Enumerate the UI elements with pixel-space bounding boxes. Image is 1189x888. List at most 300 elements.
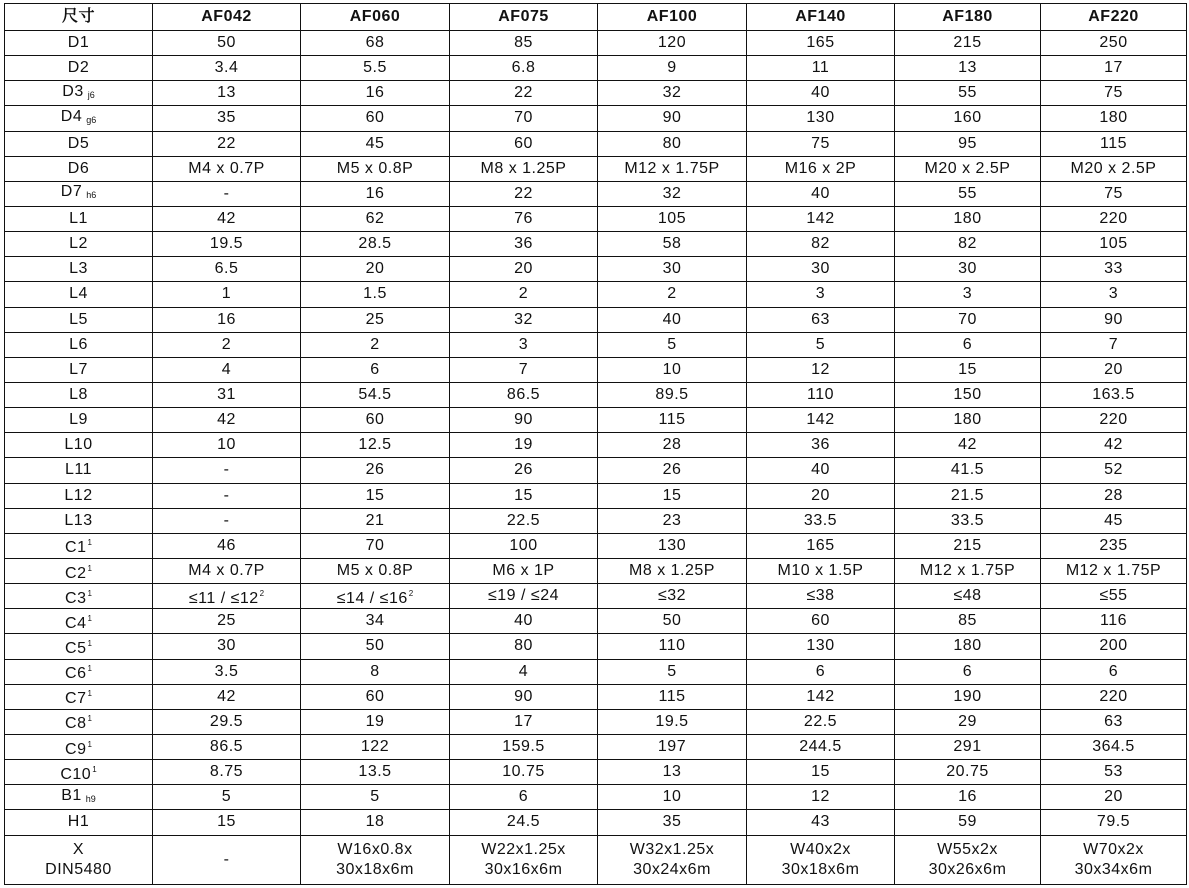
value-cell: [450, 835, 598, 885]
value-cell: [153, 81, 301, 106]
value-cell: [598, 483, 747, 508]
value-text: 5: [221, 788, 232, 806]
value-text: 80: [662, 134, 682, 152]
tolerance-subscript: g6: [86, 114, 97, 125]
value-text: 23: [662, 511, 682, 529]
value-cell: [1041, 408, 1187, 433]
value-cell: [450, 206, 598, 231]
value-cell: [450, 458, 598, 483]
table-row: [5, 684, 1187, 709]
value-cell: [895, 382, 1041, 407]
value-cell: [153, 734, 301, 759]
value-cell: [450, 257, 598, 282]
value-cell: [1041, 508, 1187, 533]
value-cell: [301, 533, 450, 558]
value-cell: [747, 332, 895, 357]
value-cell: [301, 760, 450, 785]
value-text: 4: [221, 360, 232, 378]
value-text: 29: [958, 712, 977, 730]
value-text: 150: [953, 386, 982, 404]
value-cell: [895, 106, 1041, 131]
row-label-cell: [5, 282, 153, 307]
row-label-text: C5: [65, 639, 87, 657]
value-cell: [1041, 131, 1187, 156]
value-text: 19.5: [655, 712, 689, 730]
value-cell: [1041, 433, 1187, 458]
value-cell: [1041, 835, 1187, 885]
value-text: 116: [1099, 612, 1127, 630]
value-cell: [598, 634, 747, 659]
value-text: 7: [1108, 335, 1119, 353]
value-line: 30x16x6m: [484, 860, 563, 878]
footnote-superscript: 1: [87, 664, 92, 674]
row-label-text: D4: [60, 107, 83, 125]
value-text: 142: [806, 411, 835, 429]
value-text: -: [223, 486, 230, 504]
table-row: [5, 307, 1187, 332]
value-cell: [895, 232, 1041, 257]
value-text: M4 x 0.7P: [188, 562, 265, 580]
value-cell: [301, 458, 450, 483]
value-cell: [747, 734, 895, 759]
value-line: 30x24x6m: [633, 860, 711, 878]
value-cell: [747, 558, 895, 583]
value-cell: [598, 709, 747, 734]
value-text: 3: [815, 285, 826, 303]
value-cell: [1041, 634, 1187, 659]
value-text: 110: [806, 386, 834, 404]
table-row: [5, 609, 1187, 634]
value-text: 5: [815, 335, 826, 353]
value-cell: [450, 106, 598, 131]
value-text: 42: [1104, 436, 1123, 454]
value-text: 68: [365, 34, 385, 52]
value-text: 122: [360, 738, 390, 755]
value-cell: [598, 584, 747, 609]
value-text: 165: [806, 536, 835, 554]
value-text: 40: [514, 612, 533, 630]
row-label-cell: [5, 31, 153, 56]
value-text: 220: [1099, 687, 1128, 705]
value-text: 79.5: [1096, 813, 1131, 831]
value-text: 60: [365, 109, 385, 127]
footnote-superscript: 2: [408, 588, 414, 598]
value-text: 142: [806, 687, 835, 705]
value-cell: [153, 810, 301, 835]
value-text: 21.5: [950, 486, 985, 504]
value-cell: [747, 106, 895, 131]
value-cell: [301, 257, 450, 282]
value-text: 17: [514, 712, 533, 730]
value-text: 42: [958, 436, 977, 454]
value-text: 2: [518, 285, 529, 303]
row-label-text: H1: [67, 813, 90, 831]
value-cell: [895, 81, 1041, 106]
value-cell: [1041, 81, 1187, 106]
value-cell: [450, 684, 598, 709]
value-text: 115: [658, 687, 686, 705]
value-cell: [1041, 56, 1187, 81]
table-row: [5, 508, 1187, 533]
value-cell: [747, 307, 895, 332]
value-text: 22.5: [506, 511, 541, 529]
value-cell: [450, 810, 598, 835]
value-text: 16: [217, 310, 236, 328]
value-cell: [895, 785, 1041, 810]
value-text: 59: [958, 813, 977, 831]
row-label-text: L2: [69, 235, 88, 253]
table-row: [5, 483, 1187, 508]
row-label-cell: [5, 483, 153, 508]
value-text: 19: [365, 712, 385, 730]
value-cell: [153, 206, 301, 231]
value-text: 12: [811, 788, 830, 806]
value-text: 63: [1104, 712, 1123, 730]
header-cell-af075: AF075: [450, 4, 598, 31]
row-label-text: C7: [65, 690, 87, 708]
value-text: 70: [514, 109, 533, 127]
value-cell: [598, 106, 747, 131]
value-cell: [450, 609, 598, 634]
value-text: M8 x 1.25P: [629, 562, 715, 580]
value-text: 3: [1108, 285, 1119, 303]
value-cell: [450, 433, 598, 458]
row-label-cell: [5, 106, 153, 131]
row-label-text: D5: [67, 134, 90, 152]
value-text: 6: [815, 662, 826, 680]
value-cell: [450, 634, 598, 659]
value-cell: [153, 332, 301, 357]
value-cell: [598, 835, 747, 885]
value-text: M8 x 1.25P: [480, 159, 567, 177]
row-label-cell: [5, 257, 153, 282]
value-text: 22: [514, 184, 533, 202]
value-cell: [1041, 156, 1187, 181]
value-cell: [153, 508, 301, 533]
value-text: 13: [217, 84, 236, 102]
value-text: 5: [370, 788, 380, 806]
value-cell: [301, 734, 450, 759]
table-row: [5, 156, 1187, 181]
value-cell: [895, 508, 1041, 533]
value-text: 86.5: [209, 738, 244, 755]
value-cell: [301, 357, 450, 382]
value-text: 53: [1104, 763, 1123, 781]
row-label-text: C1: [65, 539, 87, 557]
value-text: 41.5: [950, 461, 985, 479]
value-text: 10.75: [502, 763, 545, 781]
value-cell: [450, 56, 598, 81]
value-text: 115: [1099, 134, 1127, 152]
row-label-text: L6: [69, 335, 88, 353]
value-text: 86.5: [506, 386, 541, 404]
value-text: ≤14 / ≤16: [336, 589, 408, 607]
row-label-text: L10: [64, 436, 93, 454]
value-text: 50: [662, 612, 682, 630]
value-text: 75: [1104, 184, 1123, 202]
value-cell: [895, 181, 1041, 206]
table-row: [5, 760, 1187, 785]
value-line: W40x2x: [790, 840, 851, 858]
value-cell: [1041, 558, 1187, 583]
value-cell: [1041, 382, 1187, 407]
value-text: 16: [958, 788, 977, 806]
value-cell: [895, 835, 1041, 885]
value-cell: [598, 81, 747, 106]
value-text: 6: [370, 360, 380, 378]
value-cell: [1041, 734, 1187, 759]
row-label-cell: [5, 408, 153, 433]
footnote-superscript: 1: [87, 689, 92, 699]
value-cell: [895, 131, 1041, 156]
row-label-text: C10: [60, 765, 92, 783]
value-text: 33.5: [803, 511, 838, 529]
value-cell: [1041, 282, 1187, 307]
value-cell: [598, 760, 747, 785]
value-cell: [747, 56, 895, 81]
table-row: [5, 835, 1187, 885]
value-cell: [153, 357, 301, 382]
value-cell: [450, 408, 598, 433]
table-row: [5, 257, 1187, 282]
table-row: [5, 734, 1187, 759]
value-cell: [1041, 458, 1187, 483]
value-cell: [450, 332, 598, 357]
value-line: W22x1.25x: [481, 840, 566, 858]
row-label-cell: [5, 734, 153, 759]
table-row: [5, 558, 1187, 583]
value-text: 142: [806, 210, 835, 228]
value-text: 82: [811, 235, 830, 253]
value-text: 159.5: [502, 738, 545, 755]
table-row: [5, 433, 1187, 458]
value-text: 34: [365, 612, 385, 630]
value-text: 31: [217, 386, 236, 404]
table-row: [5, 181, 1187, 206]
value-cell: [450, 156, 598, 181]
value-cell: [598, 558, 747, 583]
value-cell: [598, 382, 747, 407]
value-cell: [301, 332, 450, 357]
value-cell: [747, 206, 895, 231]
value-text: ≤32: [657, 587, 687, 605]
value-text: 10: [217, 436, 236, 454]
value-cell: [153, 257, 301, 282]
value-cell: [153, 533, 301, 558]
row-label-cell: [5, 810, 153, 835]
table-row: [5, 131, 1187, 156]
value-text: 58: [662, 235, 682, 253]
value-cell: [598, 131, 747, 156]
value-text: ≤19 / ≤24: [488, 587, 559, 605]
value-line: 30x18x6m: [336, 860, 414, 878]
header-cell-af220: AF220: [1041, 4, 1187, 31]
value-text: 120: [657, 34, 687, 52]
row-label-text: L7: [69, 360, 88, 378]
value-cell: [153, 684, 301, 709]
value-cell: [895, 533, 1041, 558]
row-label-cell: [5, 659, 153, 684]
table-row: [5, 634, 1187, 659]
value-text: 1.5: [363, 285, 387, 303]
value-cell: [450, 181, 598, 206]
value-cell: [153, 659, 301, 684]
value-text: 25: [365, 310, 385, 328]
value-text: 43: [811, 813, 830, 831]
footnote-superscript: 1: [87, 638, 92, 648]
value-cell: [598, 408, 747, 433]
value-cell: [450, 533, 598, 558]
value-text: 85: [958, 612, 977, 630]
value-cell: [450, 307, 598, 332]
value-cell: [1041, 332, 1187, 357]
value-text: -: [223, 511, 230, 529]
value-cell: [1041, 357, 1187, 382]
value-text: M12 x 1.75P: [624, 159, 720, 177]
value-cell: [301, 634, 450, 659]
row-label-cell: [5, 332, 153, 357]
value-text: 15: [365, 486, 385, 504]
table-row: [5, 106, 1187, 131]
value-cell: [747, 508, 895, 533]
value-cell: [895, 56, 1041, 81]
value-cell: [301, 810, 450, 835]
value-text: 3.4: [214, 59, 239, 77]
value-text: 19: [514, 436, 533, 454]
row-label-text: L11: [64, 461, 92, 479]
value-text: 70: [365, 536, 385, 554]
value-cell: [747, 684, 895, 709]
value-text: 26: [514, 461, 533, 479]
row-label-text: L12: [64, 486, 93, 504]
value-cell: [747, 408, 895, 433]
value-text: 60: [365, 687, 385, 705]
value-cell: [895, 734, 1041, 759]
value-text: 16: [365, 184, 385, 202]
value-text: 76: [514, 210, 533, 228]
value-text: 11: [811, 59, 830, 77]
value-text: M4 x 0.7P: [188, 159, 265, 177]
value-cell: [598, 156, 747, 181]
value-text: 9: [667, 59, 677, 77]
value-cell: [598, 684, 747, 709]
value-text: 28.5: [358, 235, 392, 253]
value-cell: [301, 206, 450, 231]
value-cell: [598, 181, 747, 206]
table-body: [5, 31, 1187, 885]
value-text: 46: [217, 536, 236, 554]
value-cell: [1041, 181, 1187, 206]
row-label-text: L3: [69, 260, 88, 278]
value-cell: [1041, 206, 1187, 231]
value-text: M12 x 1.75P: [919, 562, 1016, 580]
value-text: 52: [1104, 461, 1123, 479]
value-cell: [153, 31, 301, 56]
table-row: [5, 785, 1187, 810]
value-cell: [153, 609, 301, 634]
value-cell: [1041, 106, 1187, 131]
row-label-cell: [5, 785, 153, 810]
value-line: W16x0.8x: [337, 840, 413, 858]
value-text: M16 x 2P: [784, 159, 857, 177]
row-label-text: L13: [64, 511, 93, 529]
row-label-cell: [5, 131, 153, 156]
value-cell: [895, 684, 1041, 709]
value-text: 5: [667, 662, 677, 680]
value-cell: [747, 31, 895, 56]
value-cell: [895, 609, 1041, 634]
table-row: [5, 408, 1187, 433]
value-text: 12.5: [358, 436, 392, 454]
tolerance-subscript: j6: [87, 89, 95, 100]
value-cell: [301, 835, 450, 885]
value-text: 13.5: [358, 763, 392, 781]
row-label-cell: [5, 206, 153, 231]
value-cell: [895, 558, 1041, 583]
value-text: 45: [365, 134, 385, 152]
value-line: W32x1.25x: [629, 840, 715, 858]
value-cell: [301, 56, 450, 81]
value-cell: [895, 760, 1041, 785]
value-text: 110: [658, 637, 686, 655]
value-text: 18: [365, 813, 385, 831]
value-text: ≤48: [953, 587, 982, 605]
value-cell: [450, 734, 598, 759]
value-cell: [598, 31, 747, 56]
value-cell: [747, 131, 895, 156]
value-cell: [450, 31, 598, 56]
value-cell: [450, 483, 598, 508]
row-label-line: X: [72, 840, 85, 858]
footnote-superscript: 2: [259, 588, 265, 598]
row-label-text: C9: [65, 740, 87, 758]
value-cell: [747, 433, 895, 458]
value-text: 215: [953, 34, 982, 52]
value-text: -: [223, 850, 230, 868]
table-row: [5, 382, 1187, 407]
value-text: 75: [811, 134, 830, 152]
value-line: W55x2x: [937, 840, 998, 858]
table-row: [5, 458, 1187, 483]
value-cell: [747, 232, 895, 257]
value-cell: [895, 257, 1041, 282]
value-text: 4: [518, 662, 529, 680]
value-text: 2: [370, 335, 380, 353]
table-row: [5, 282, 1187, 307]
value-cell: [301, 181, 450, 206]
value-cell: [1041, 584, 1187, 609]
value-cell: [895, 810, 1041, 835]
value-text: 42: [217, 210, 236, 228]
row-label-text: C4: [65, 614, 87, 632]
table-row: [5, 31, 1187, 56]
value-cell: [153, 232, 301, 257]
value-cell: [153, 156, 301, 181]
row-label-cell: [5, 684, 153, 709]
value-cell: [747, 634, 895, 659]
value-text: 89.5: [655, 386, 689, 404]
value-cell: [450, 584, 598, 609]
value-text: 100: [509, 536, 538, 554]
table-row: [5, 357, 1187, 382]
value-text: 36: [811, 436, 830, 454]
value-text: -: [223, 461, 230, 479]
value-text: 8: [370, 662, 380, 680]
value-cell: [450, 760, 598, 785]
value-text: 45: [1104, 511, 1123, 529]
value-text: -: [223, 184, 230, 202]
value-text: 16: [365, 84, 385, 102]
